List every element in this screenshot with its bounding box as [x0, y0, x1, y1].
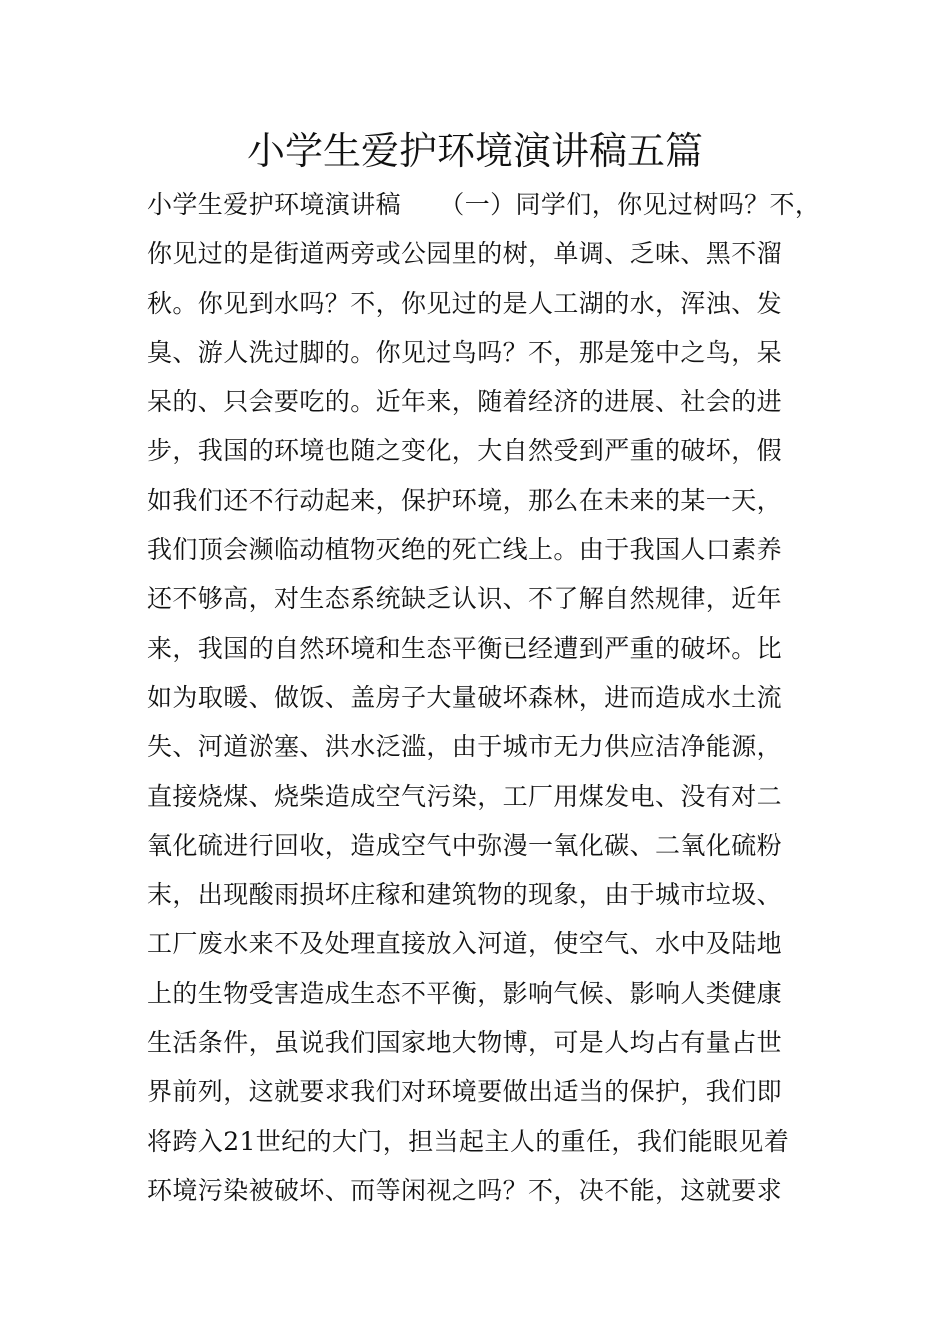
body-line: 将跨入21世纪的大门，担当起主人的重任，我们能眼见着 — [147, 1126, 790, 1156]
body-line: 呆的、只会要吃的。近年来，随着经济的进展、社会的进 — [147, 387, 783, 417]
document-title: 小学生爱护环境演讲稿五篇 — [246, 129, 703, 173]
body-line: 如我们还不行动起来，保护环境，那么在未来的某一天， — [147, 485, 783, 515]
body-line: 小学生爱护环境演讲稿 （一）同学们，你见过树吗？不， — [147, 190, 821, 219]
body-line: 直接烧煤、烧柴造成空气污染，工厂用煤发电、没有对二 — [147, 781, 783, 811]
body-line: 来，我国的自然环境和生态平衡已经遭到严重的破坏。比 — [147, 633, 783, 663]
body-line: 生活条件，虽说我们国家地大物博，可是人均占有量占世 — [147, 1028, 783, 1058]
body-line: 还不够高，对生态系统缺乏认识、不了解自然规律，近年 — [147, 584, 783, 614]
body-line: 你见过的是街道两旁或公园里的树，单调、乏味、黑不溜 — [147, 239, 783, 269]
body-line: 失、河道淤塞、洪水泛滥，由于城市无力供应洁净能源， — [147, 732, 783, 762]
body-line: 末，出现酸雨损坏庄稼和建筑物的现象，由于城市垃圾、 — [147, 880, 783, 910]
body-line: 步，我国的环境也随之变化，大自然受到严重的破坏，假 — [147, 436, 783, 466]
body-line: 上的生物受害造成生态不平衡，影响气候、影响人类健康 — [147, 978, 783, 1008]
body-line: 我们顶会濒临动植物灭绝的死亡线上。由于我国人口素养 — [147, 535, 783, 565]
body-line: 秋。你见到水吗？不，你见过的是人工湖的水，浑浊、发 — [147, 288, 783, 318]
body-line: 氧化硫进行回收，造成空气中弥漫一氧化碳、二氧化硫粉 — [147, 830, 783, 860]
document-body — [147, 180, 847, 1215]
body-line: 臭、游人洗过脚的。你见过鸟吗？不，那是笼中之鸟，呆 — [147, 337, 783, 367]
body-line: 工厂废水来不及处理直接放入河道，使空气、水中及陆地 — [147, 929, 783, 959]
body-line: 界前列，这就要求我们对环境要做出适当的保护，我们即 — [147, 1077, 783, 1107]
body-line: 环境污染被破坏、而等闲视之吗？不，决不能，这就要求 — [147, 1175, 783, 1205]
body-line: 如为取暖、做饭、盖房子大量破坏森林，进而造成水土流 — [147, 682, 783, 712]
